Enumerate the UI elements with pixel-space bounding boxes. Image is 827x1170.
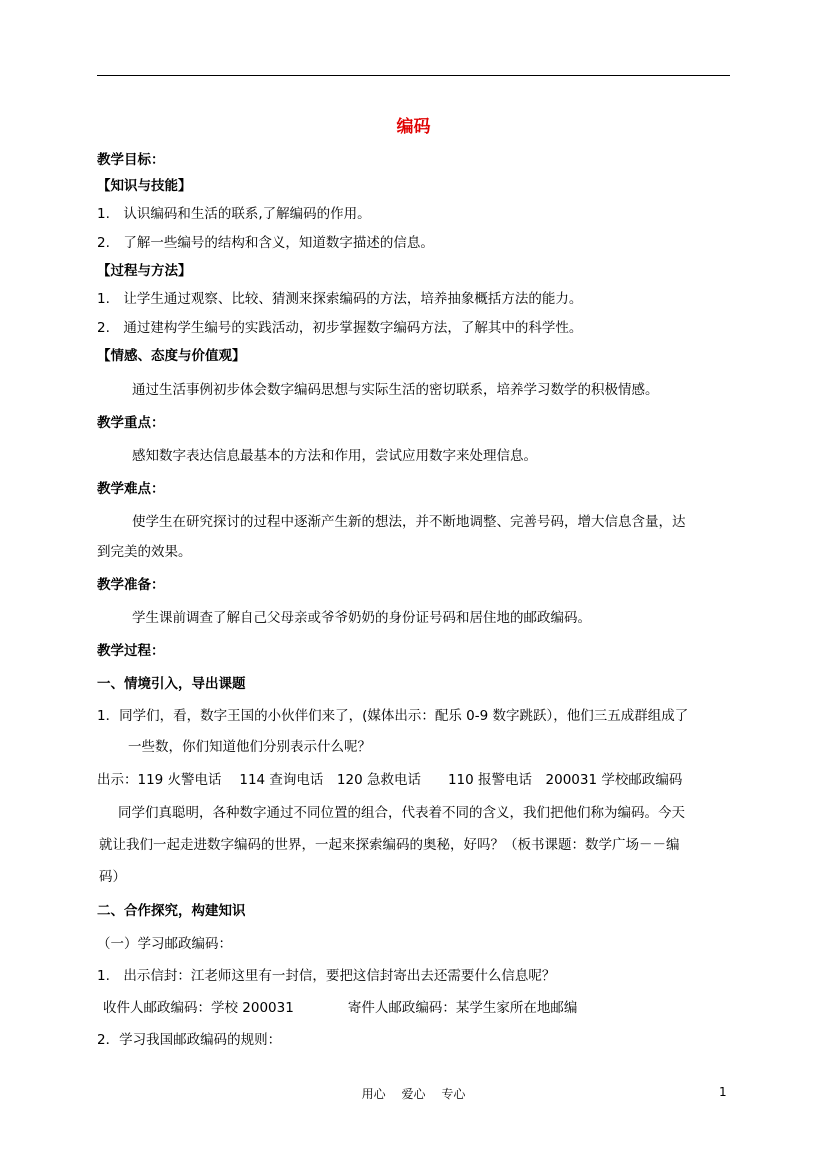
- subheading-knowledge: 【知识与技能】: [97, 178, 192, 194]
- paragraph-line: 学生课前调查了解自己父母亲或爷爷奶奶的身份证号码和居住地的邮政编码。: [132, 610, 591, 626]
- part-heading-two: 二、合作探究，构建知识: [97, 903, 246, 919]
- section-heading-key-points: 教学重点：: [97, 415, 165, 431]
- paragraph-line: （一）学习邮政编码：: [97, 936, 232, 952]
- paragraph-line: 同学们真聪明，各种数字通过不同位置的组合，代表着不同的含义，我们把他们称为编码。今天: [118, 805, 685, 821]
- paragraph-line: 码）: [99, 869, 126, 885]
- document-title: 编码: [396, 117, 431, 137]
- paragraph-line: 感知数字表达信息最基本的方法和作用，尝试应用数字来处理信息。: [132, 448, 537, 464]
- paragraph-line: 使学生在研究探讨的过程中逐渐产生新的想法，并不断地调整、完善号码，增大信息含量，达: [132, 514, 686, 530]
- section-heading-process: 教学过程：: [97, 643, 165, 659]
- paragraph-line: 就让我们一起走进数字编码的世界，一起来探索编码的奥秘，好吗？（板书课题：数学广场－－编: [99, 837, 680, 853]
- paragraph-line: 1. 让学生通过观察、比较、猜测来探索编码的方法，培养抽象概括方法的能力。: [97, 291, 583, 307]
- footer-text: 用心: [361, 1087, 386, 1101]
- paragraph-line: 1．同学们，看，数字王国的小伙伴们来了，(媒体出示：配乐 0-9 数字跳跃），他们三五成群组成了: [97, 708, 689, 724]
- paragraph-line: 出示：119 火警电话 114 查询电话 120 急救电话 110 报警电话 200031 学校邮政编码: [97, 772, 683, 788]
- part-heading-one: 一、情境引入，导出课题: [97, 676, 246, 692]
- section-heading-difficulties: 教学难点：: [97, 481, 165, 497]
- paragraph-line: 收件人邮政编码：学校 200031 寄件人邮政编码：某学生家所在地邮编: [103, 1000, 578, 1016]
- subheading-emotion: 【情感、态度与价值观】: [97, 348, 246, 364]
- paragraph-line: 2. 通过建构学生编号的实践活动，初步掌握数字编码方法，了解其中的科学性。: [97, 320, 583, 336]
- paragraph-line: 2. 了解一些编号的结构和含义，知道数字描述的信息。: [97, 235, 434, 251]
- header-rule: [97, 75, 730, 76]
- paragraph-line: 通过生活事例初步体会数字编码思想与实际生活的密切联系，培养学习数学的积极情感。: [132, 382, 659, 398]
- section-heading-objectives: 教学目标：: [97, 152, 165, 168]
- paragraph-line: 一些数，你们知道他们分别表示什么呢？: [128, 739, 371, 755]
- paragraph-line: 1. 出示信封：江老师这里有一封信，要把这信封寄出去还需要什么信息呢？: [97, 968, 556, 984]
- footer-text: 专心: [441, 1087, 466, 1101]
- section-heading-preparation: 教学准备：: [97, 577, 165, 593]
- subheading-process: 【过程与方法】: [97, 263, 192, 279]
- paragraph-line: 到完美的效果。: [97, 544, 192, 560]
- paragraph-line: 1. 认识编码和生活的联系,了解编码的作用。: [97, 206, 371, 222]
- paragraph-line: 2．学习我国邮政编码的规则：: [97, 1032, 282, 1048]
- footer-text: 爱心: [401, 1087, 426, 1101]
- page-number: 1: [719, 1085, 727, 1099]
- page-footer: [0, 1085, 827, 1102]
